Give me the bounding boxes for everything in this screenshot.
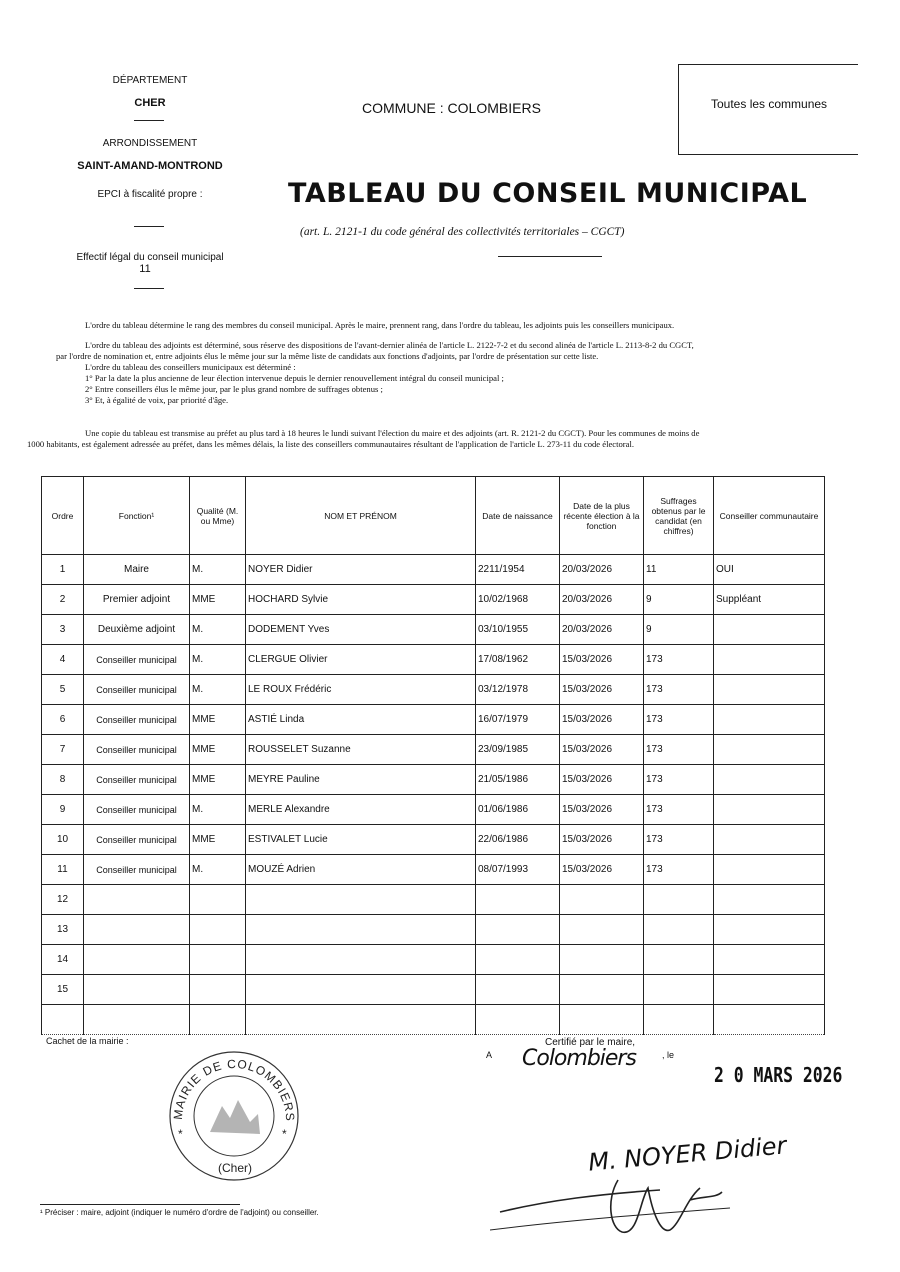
cell-naissance bbox=[476, 885, 560, 915]
table-row bbox=[42, 975, 825, 1005]
cell-qualite: M. bbox=[190, 555, 246, 585]
cell-naissance: 03/10/1955 bbox=[476, 615, 560, 645]
cell-election: 15/03/2026 bbox=[560, 855, 644, 885]
cell-suffrages: 173 bbox=[644, 645, 714, 675]
cell-election bbox=[560, 1005, 644, 1035]
table-row bbox=[42, 645, 825, 675]
cell-suffrages: 173 bbox=[644, 765, 714, 795]
cell-suffrages: 9 bbox=[644, 615, 714, 645]
cell-suffrages: 9 bbox=[644, 585, 714, 615]
table-row bbox=[42, 795, 825, 825]
cell-nom: MERLE Alexandre bbox=[246, 795, 476, 825]
paragraph: Une copie du tableau est transmise au préfet au plus tard à 18 heures le lundi suivant l'élection du maire et des adjoints (art. R. 2121-2 du CGCT). Pour les communes de moins de bbox=[85, 428, 700, 438]
cell-nom: MEYRE Pauline bbox=[246, 765, 476, 795]
cell-suffrages: 173 bbox=[644, 735, 714, 765]
cell-fonction bbox=[84, 885, 190, 915]
cell-fonction: Premier adjoint bbox=[84, 585, 190, 615]
cell-qualite bbox=[190, 915, 246, 945]
council-table bbox=[41, 476, 825, 1035]
cell-ordre: 14 bbox=[42, 945, 84, 975]
table-row bbox=[42, 705, 825, 735]
cell-naissance: 10/02/1968 bbox=[476, 585, 560, 615]
cell-naissance: 08/07/1993 bbox=[476, 855, 560, 885]
cell-qualite: M. bbox=[190, 675, 246, 705]
cell-communautaire bbox=[714, 735, 825, 765]
header-suffrages: Suffrages obtenus par le candidat (en chiffres) bbox=[644, 477, 714, 555]
cachet-label: Cachet de la mairie : bbox=[46, 1036, 129, 1046]
signature-scribble bbox=[490, 1170, 740, 1250]
cell-naissance: 03/12/1978 bbox=[476, 675, 560, 705]
cell-naissance bbox=[476, 975, 560, 1005]
departement-label: DÉPARTEMENT bbox=[112, 75, 188, 86]
cell-naissance: 17/08/1962 bbox=[476, 645, 560, 675]
cell-suffrages: 173 bbox=[644, 705, 714, 735]
cell-nom: ROUSSELET Suzanne bbox=[246, 735, 476, 765]
cell-ordre: 8 bbox=[42, 765, 84, 795]
cell-suffrages bbox=[644, 945, 714, 975]
table-row bbox=[42, 915, 825, 945]
footnote-divider bbox=[40, 1204, 240, 1205]
cell-ordre bbox=[42, 1005, 84, 1035]
cell-qualite: M. bbox=[190, 645, 246, 675]
cell-fonction: Maire bbox=[84, 555, 190, 585]
header-ordre: Ordre bbox=[42, 477, 84, 555]
table-row bbox=[42, 765, 825, 795]
cell-qualite: MME bbox=[190, 585, 246, 615]
cell-qualite: MME bbox=[190, 765, 246, 795]
epci-label: EPCI à fiscalité propre : bbox=[97, 189, 203, 200]
cell-fonction: Conseiller municipal bbox=[84, 795, 190, 825]
divider bbox=[134, 120, 164, 121]
cell-suffrages bbox=[644, 1005, 714, 1035]
table-row bbox=[42, 1005, 825, 1035]
paragraph: 3° Et, à égalité de voix, par priorité d'âge. bbox=[85, 395, 229, 405]
certifie-label: Certifié par le maire, bbox=[545, 1037, 636, 1048]
cell-fonction: Conseiller municipal bbox=[84, 705, 190, 735]
cell-communautaire bbox=[714, 915, 825, 945]
a-label: A bbox=[486, 1050, 493, 1060]
paragraph: L'ordre du tableau détermine le rang des membres du conseil municipal. Après le maire, prennent rang, dans l'ordre du tableau, les adjoints puis les conseillers municipaux. bbox=[85, 320, 675, 330]
cell-communautaire bbox=[714, 825, 825, 855]
paragraph: 1° Par la date la plus ancienne de leur élection intervenue depuis le dernier renouvellement intégral du conseil municipal ; bbox=[85, 373, 504, 383]
cell-nom bbox=[246, 885, 476, 915]
table-row bbox=[42, 945, 825, 975]
cell-election bbox=[560, 975, 644, 1005]
cell-nom bbox=[246, 1005, 476, 1035]
cell-naissance: 21/05/1986 bbox=[476, 765, 560, 795]
cell-naissance bbox=[476, 1005, 560, 1035]
cell-ordre: 11 bbox=[42, 855, 84, 885]
arrondissement-label: ARRONDISSEMENT bbox=[102, 138, 198, 149]
cell-fonction: Conseiller municipal bbox=[84, 735, 190, 765]
stamp-text: MAIRIE DE COLOMBIERS bbox=[170, 1056, 298, 1122]
cell-ordre: 9 bbox=[42, 795, 84, 825]
cell-nom: MOUZÉ Adrien bbox=[246, 855, 476, 885]
paragraph: par l'ordre de nomination et, entre adjoints élus le même jour sur la même liste de candidats aux fonctions d'adjoints, par l'ordre de présentation sur cette liste. bbox=[56, 351, 599, 361]
cell-fonction: Conseiller municipal bbox=[84, 765, 190, 795]
cell-communautaire bbox=[714, 885, 825, 915]
cell-nom: ESTIVALET Lucie bbox=[246, 825, 476, 855]
cell-communautaire: Suppléant bbox=[714, 585, 825, 615]
paragraph: L'ordre du tableau des adjoints est déterminé, sous réserve des dispositions de l'avant-dernier alinéa de l'article L. 2122-7-2 et du second alinéa de l'article L. 2113-8-2 du CGCT, bbox=[85, 340, 694, 350]
header-communautaire: Conseiller communautaire bbox=[714, 477, 825, 555]
cell-communautaire bbox=[714, 615, 825, 645]
table-row bbox=[42, 555, 825, 585]
cell-fonction: Conseiller municipal bbox=[84, 825, 190, 855]
table-row bbox=[42, 855, 825, 885]
cell-naissance: 2211/1954 bbox=[476, 555, 560, 585]
cell-qualite: MME bbox=[190, 825, 246, 855]
date-stamp: 2 0 MARS 2026 bbox=[714, 1063, 843, 1087]
page-title: TABLEAU DU CONSEIL MUNICIPAL bbox=[288, 178, 808, 209]
cell-fonction bbox=[84, 945, 190, 975]
communes-box-text: Toutes les communes bbox=[711, 97, 828, 111]
cell-qualite bbox=[190, 885, 246, 915]
signature-name: M. NOYER Didier bbox=[587, 1131, 788, 1177]
cell-fonction bbox=[84, 1005, 190, 1035]
svg-text:*: * bbox=[178, 1127, 183, 1141]
header-date-election: Date de la plus récente élection à la fonction bbox=[560, 477, 644, 555]
table-body bbox=[42, 555, 825, 1035]
table-row bbox=[42, 735, 825, 765]
effectif-value: 11 bbox=[139, 263, 151, 275]
cell-naissance: 01/06/1986 bbox=[476, 795, 560, 825]
header-fonction: Fonction¹ bbox=[84, 477, 190, 555]
cell-communautaire: OUI bbox=[714, 555, 825, 585]
table-row bbox=[42, 615, 825, 645]
table-header-row bbox=[42, 477, 825, 555]
cell-nom bbox=[246, 945, 476, 975]
cell-nom: LE ROUX Frédéric bbox=[246, 675, 476, 705]
cell-election bbox=[560, 945, 644, 975]
cell-nom bbox=[246, 975, 476, 1005]
footnote: ¹ Préciser : maire, adjoint (indiquer le numéro d'ordre de l'adjoint) ou conseiller. bbox=[40, 1208, 319, 1217]
cell-ordre: 15 bbox=[42, 975, 84, 1005]
cell-election: 15/03/2026 bbox=[560, 705, 644, 735]
le-label: , le bbox=[662, 1050, 675, 1060]
cell-communautaire bbox=[714, 675, 825, 705]
cell-suffrages bbox=[644, 885, 714, 915]
cell-fonction bbox=[84, 915, 190, 945]
effectif-label: Effectif légal du conseil municipal bbox=[76, 252, 224, 263]
communes-box bbox=[678, 64, 858, 155]
cell-ordre: 2 bbox=[42, 585, 84, 615]
cell-communautaire bbox=[714, 705, 825, 735]
cell-election: 20/03/2026 bbox=[560, 585, 644, 615]
cell-ordre: 13 bbox=[42, 915, 84, 945]
mairie-stamp bbox=[160, 1040, 308, 1188]
cell-communautaire bbox=[714, 795, 825, 825]
cell-suffrages: 173 bbox=[644, 795, 714, 825]
cell-qualite: M. bbox=[190, 615, 246, 645]
cell-election: 20/03/2026 bbox=[560, 555, 644, 585]
cell-ordre: 1 bbox=[42, 555, 84, 585]
cell-nom bbox=[246, 915, 476, 945]
cell-qualite bbox=[190, 975, 246, 1005]
cell-communautaire bbox=[714, 645, 825, 675]
header-nom: NOM ET PRÉNOM bbox=[246, 477, 476, 555]
table-row bbox=[42, 675, 825, 705]
paragraph: 2° Entre conseillers élus le même jour, par le plus grand nombre de suffrages obtenus ; bbox=[85, 384, 383, 394]
paragraph: L'ordre du tableau des conseillers municipaux est déterminé : bbox=[85, 362, 296, 372]
cell-election bbox=[560, 885, 644, 915]
divider bbox=[498, 256, 602, 257]
cell-ordre: 10 bbox=[42, 825, 84, 855]
divider bbox=[134, 288, 164, 289]
paragraph: 1000 habitants, est également adressée au préfet, dans les mêmes délais, la liste des conseillers communautaires résultant de l'application de l'article L. 273-11 du code électoral. bbox=[27, 439, 634, 449]
cell-fonction bbox=[84, 975, 190, 1005]
departement-value: CHER bbox=[134, 97, 166, 109]
cell-ordre: 5 bbox=[42, 675, 84, 705]
cell-naissance: 23/09/1985 bbox=[476, 735, 560, 765]
cell-qualite: MME bbox=[190, 735, 246, 765]
cell-election: 15/03/2026 bbox=[560, 735, 644, 765]
cell-communautaire bbox=[714, 765, 825, 795]
stamp-sub: (Cher) bbox=[218, 1161, 253, 1175]
cell-suffrages: 173 bbox=[644, 825, 714, 855]
divider bbox=[134, 226, 164, 227]
header-qualite: Qualité (M. ou Mme) bbox=[190, 477, 246, 555]
cell-nom: DODEMENT Yves bbox=[246, 615, 476, 645]
cell-suffrages bbox=[644, 975, 714, 1005]
cell-communautaire bbox=[714, 945, 825, 975]
cell-ordre: 12 bbox=[42, 885, 84, 915]
cell-naissance: 16/07/1979 bbox=[476, 705, 560, 735]
cell-qualite: MME bbox=[190, 705, 246, 735]
cell-fonction: Conseiller municipal bbox=[84, 675, 190, 705]
cell-fonction: Deuxième adjoint bbox=[84, 615, 190, 645]
cell-nom: NOYER Didier bbox=[246, 555, 476, 585]
lieu-handwritten: Colombiers bbox=[522, 1046, 636, 1071]
cell-election: 15/03/2026 bbox=[560, 675, 644, 705]
cell-qualite bbox=[190, 1005, 246, 1035]
cell-suffrages: 11 bbox=[644, 555, 714, 585]
cell-nom: ASTIÉ Linda bbox=[246, 705, 476, 735]
cell-naissance: 22/06/1986 bbox=[476, 825, 560, 855]
cell-nom: HOCHARD Sylvie bbox=[246, 585, 476, 615]
cell-suffrages: 173 bbox=[644, 675, 714, 705]
cell-election: 15/03/2026 bbox=[560, 645, 644, 675]
cell-election: 15/03/2026 bbox=[560, 765, 644, 795]
table-row bbox=[42, 825, 825, 855]
cell-communautaire bbox=[714, 855, 825, 885]
cell-election: 15/03/2026 bbox=[560, 795, 644, 825]
cell-election: 15/03/2026 bbox=[560, 825, 644, 855]
cell-qualite bbox=[190, 945, 246, 975]
cell-fonction: Conseiller municipal bbox=[84, 855, 190, 885]
cell-ordre: 3 bbox=[42, 615, 84, 645]
cell-suffrages bbox=[644, 915, 714, 945]
cell-election bbox=[560, 915, 644, 945]
page-subtitle: (art. L. 2121-1 du code général des collectivités territoriales – CGCT) bbox=[300, 226, 625, 238]
cell-fonction: Conseiller municipal bbox=[84, 645, 190, 675]
table-row bbox=[42, 885, 825, 915]
cell-naissance bbox=[476, 945, 560, 975]
cell-communautaire bbox=[714, 1005, 825, 1035]
cell-communautaire bbox=[714, 975, 825, 1005]
table-row bbox=[42, 585, 825, 615]
header-naissance: Date de naissance bbox=[476, 477, 560, 555]
commune-title: COMMUNE : COLOMBIERS bbox=[362, 100, 541, 116]
cell-qualite: M. bbox=[190, 795, 246, 825]
cell-suffrages: 173 bbox=[644, 855, 714, 885]
cell-election: 20/03/2026 bbox=[560, 615, 644, 645]
cell-nom: CLERGUE Olivier bbox=[246, 645, 476, 675]
cell-ordre: 7 bbox=[42, 735, 84, 765]
cell-ordre: 4 bbox=[42, 645, 84, 675]
svg-text:*: * bbox=[282, 1127, 287, 1141]
cell-ordre: 6 bbox=[42, 705, 84, 735]
arrondissement-value: SAINT-AMAND-MONTROND bbox=[77, 160, 223, 172]
cell-qualite: M. bbox=[190, 855, 246, 885]
cell-naissance bbox=[476, 915, 560, 945]
